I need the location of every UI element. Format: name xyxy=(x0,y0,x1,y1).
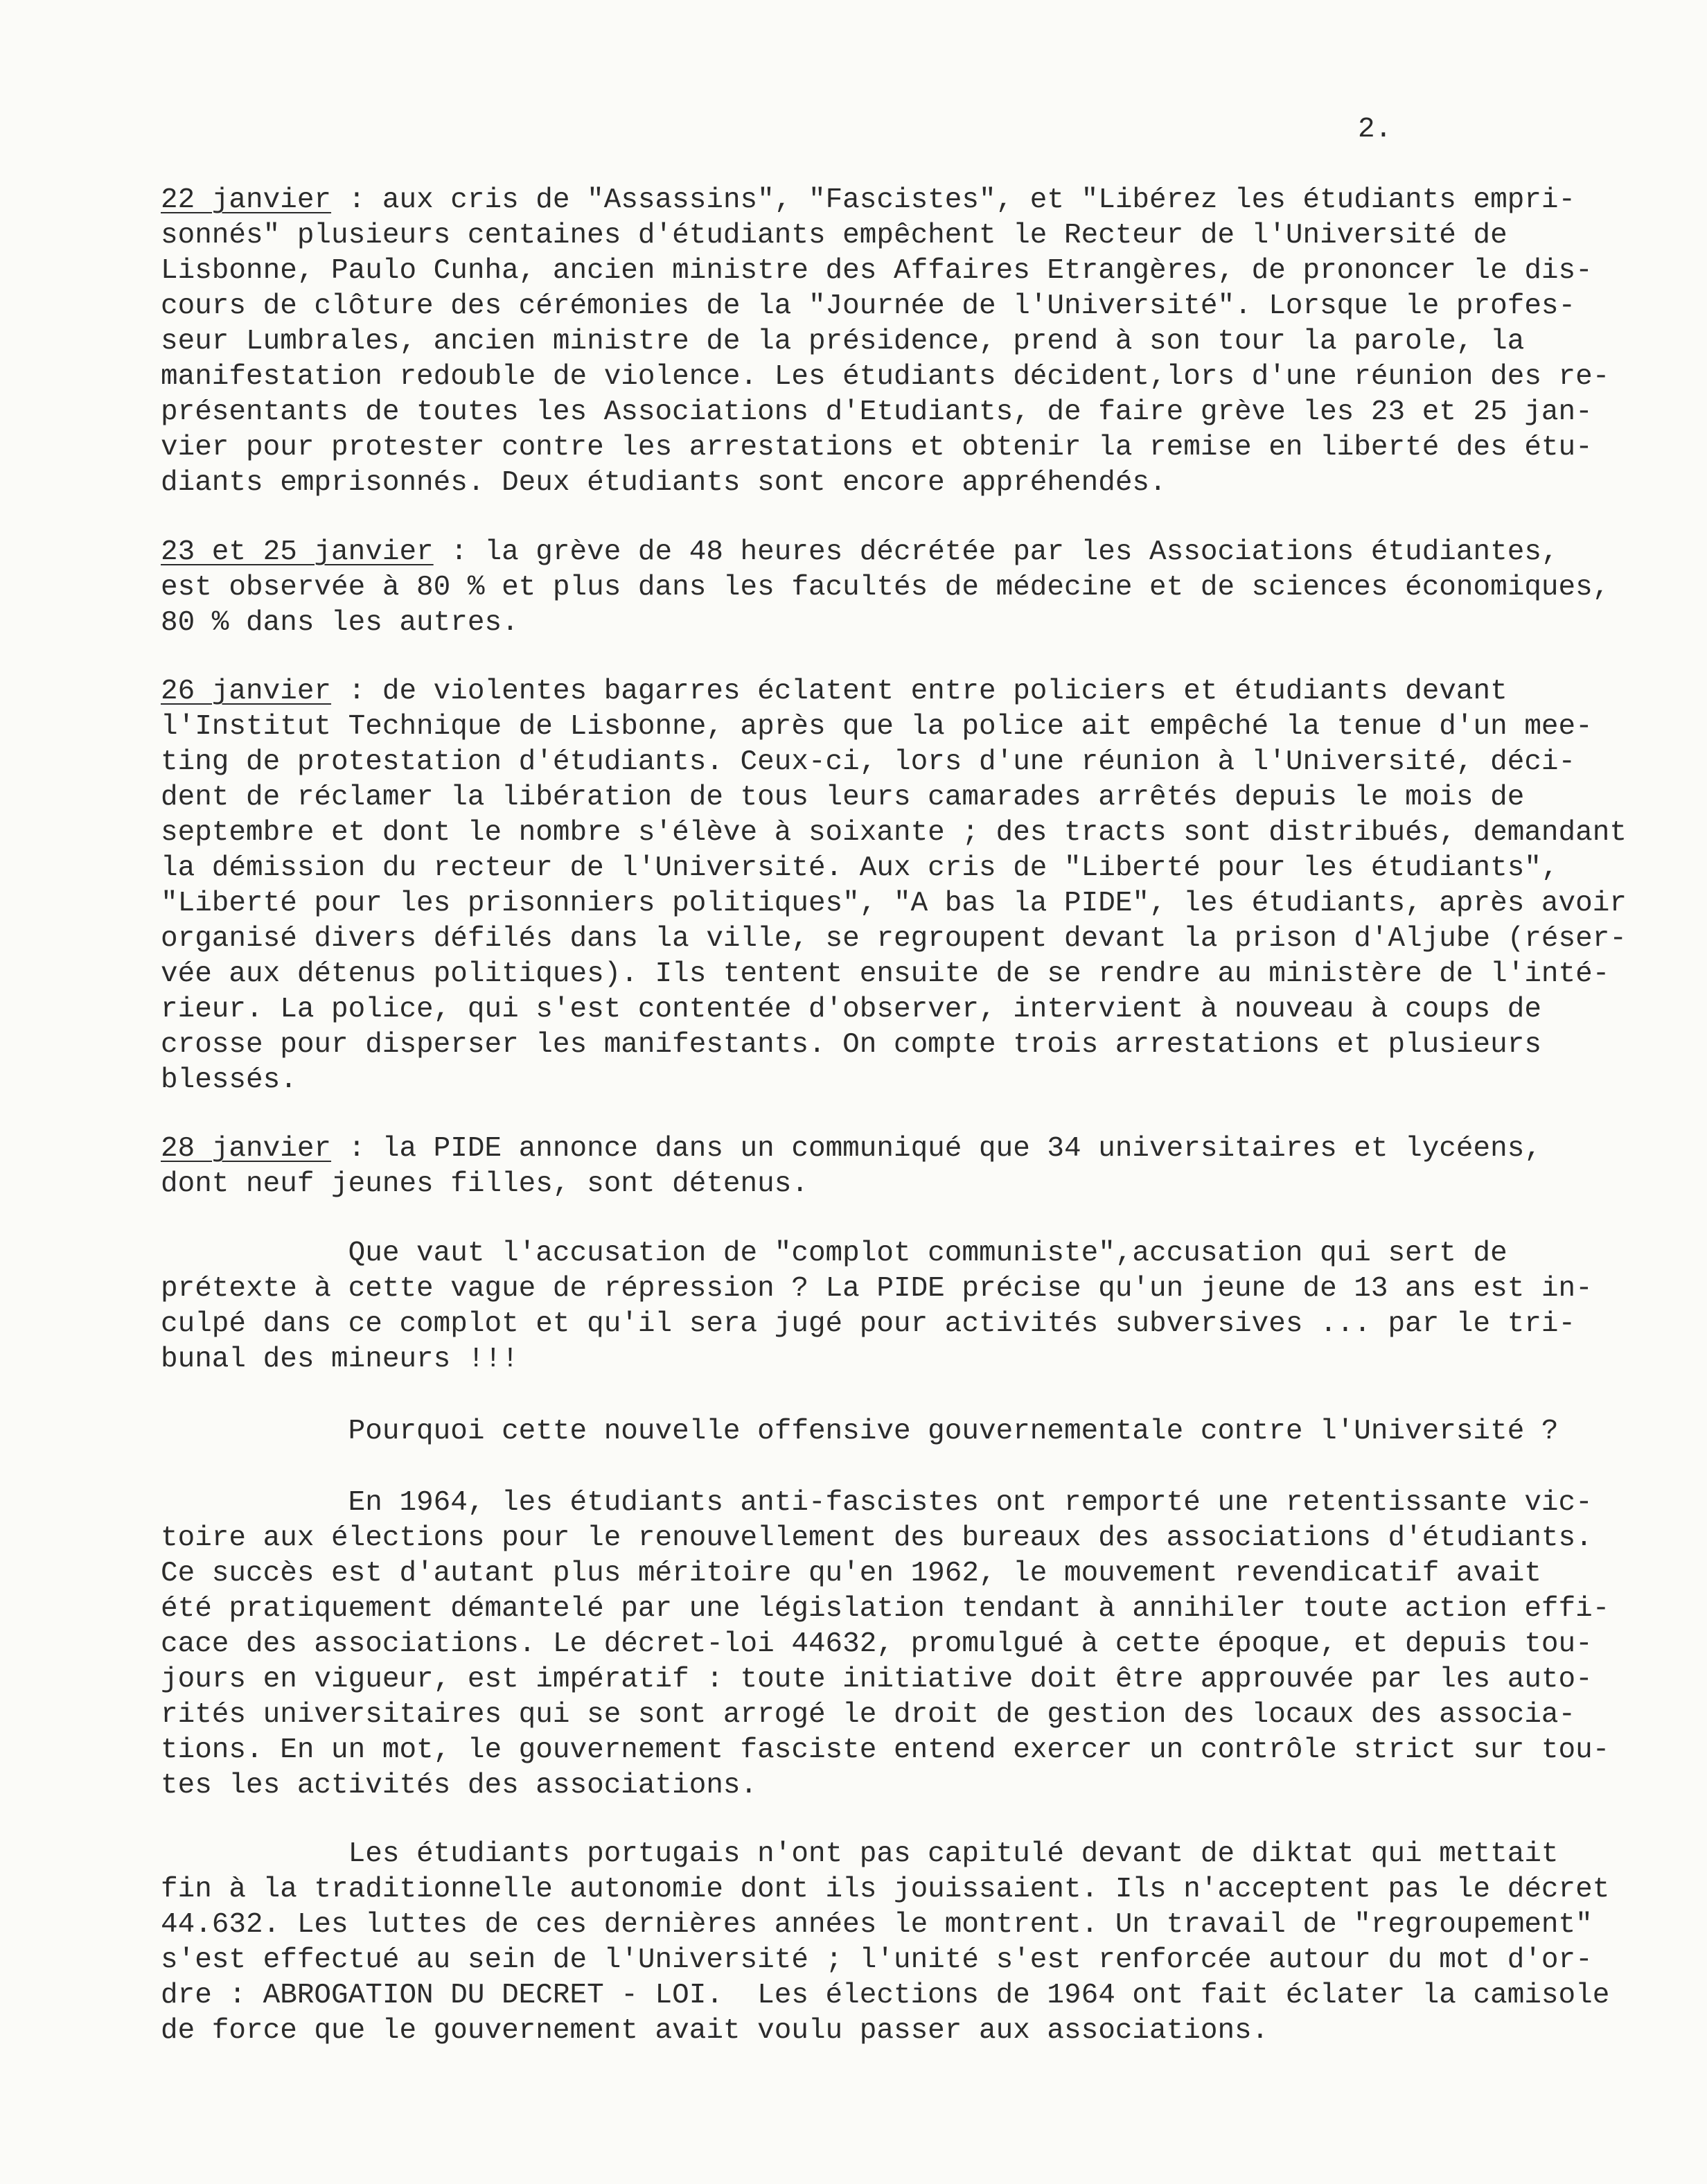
entry-date: 22 janvier xyxy=(161,184,332,216)
text-line: septembre et dont le nombre s'élève à soixante ; des tracts sont distribués, demandant xyxy=(161,817,1627,849)
text-line: s'est effectué au sein de l'Université ; l'unité s'est renforcée autour du mot d'or- xyxy=(161,1944,1593,1976)
text-line: sonnés" plusieurs centaines d'étudiants empêchent le Recteur de l'Université de xyxy=(161,220,1507,252)
text-line: Pourquoi cette nouvelle offensive gouvernementale contre l'Université ? xyxy=(161,1416,1559,1447)
text-line: ting de protestation d'étudiants. Ceux-ci, lors d'une réunion à l'Université, déci- xyxy=(161,746,1576,778)
text-line: 80 % dans les autres. xyxy=(161,607,519,639)
text-line: dont neuf jeunes filles, sont détenus. xyxy=(161,1168,808,1200)
entry-28-janvier xyxy=(161,1131,1560,1202)
text-line: cours de clôture des cérémonies de la "Journée de l'Université". Lorsque le profes- xyxy=(161,290,1576,322)
text-line: dent de réclamer la libération de tous leurs camarades arrêtés depuis le mois de xyxy=(161,782,1525,813)
text-line: prétexte à cette vague de répression ? La PIDE précise qu'un jeune de 13 ans est in- xyxy=(161,1273,1593,1305)
paragraph-question xyxy=(161,1414,1560,1450)
text-line: été pratiquement démantelé par une législation tendant à annihiler toute action effi- xyxy=(161,1593,1610,1625)
text-line: En 1964, les étudiants anti-fascistes ont remporté une retentissante vic- xyxy=(161,1487,1593,1519)
text-line: : de violentes bagarres éclatent entre policiers et étudiants devant xyxy=(331,676,1507,707)
text-line: : aux cris de "Assassins", "Fascistes", et "Libérez les étudiants empri- xyxy=(331,184,1576,216)
text-line: crosse pour disperser les manifestants. On compte trois arrestations et plusieurs xyxy=(161,1029,1541,1061)
text-line: fin à la traditionnelle autonomie dont ils jouissaient. Ils n'acceptent pas le décret xyxy=(161,1874,1610,1905)
text-line: rieur. La police, qui s'est contentée d'observer, intervient à nouveau à coups de xyxy=(161,994,1541,1025)
entry-first-line xyxy=(161,183,1576,218)
text-line: culpé dans ce complot et qu'il sera jugé pour activités subversives ... par le tri- xyxy=(161,1308,1576,1340)
text-line: diants emprisonnés. Deux étudiants sont encore appréhendés. xyxy=(161,467,1167,499)
entry-first-line xyxy=(161,1131,1560,1167)
entry-26-janvier xyxy=(161,674,1627,1098)
text-line: Ce succès est d'autant plus méritoire qu'en 1962, le mouvement revendicatif avait xyxy=(161,1558,1541,1589)
text-line: cace des associations. Le décret-loi 44632, promulgué à cette époque, et depuis tou- xyxy=(161,1628,1593,1660)
text-line: l'Institut Technique de Lisbonne, après que la police ait empêché la tenue d'un mee- xyxy=(161,711,1593,743)
entry-23-25-janvier xyxy=(161,535,1610,641)
entry-date: 26 janvier xyxy=(161,676,332,707)
text-line: toire aux élections pour le renouvellement des bureaux des associations d'étudiants. xyxy=(161,1522,1593,1554)
text-line: Que vaut l'accusation de "complot communiste",accusation qui sert de xyxy=(161,1238,1507,1269)
entry-date: 28 janvier xyxy=(161,1133,332,1165)
text-line: la démission du recteur de l'Université. Aux cris de "Liberté pour les étudiants", xyxy=(161,852,1559,884)
text-line: : la PIDE annonce dans un communiqué que 34 universitaires et lycéens, xyxy=(331,1133,1541,1165)
page-number: 2. xyxy=(1358,114,1392,146)
text-line: Lisbonne, Paulo Cunha, ancien ministre des Affaires Etrangères, de prononcer le dis- xyxy=(161,255,1593,287)
text-line: seur Lumbrales, ancien ministre de la présidence, prend à son tour la parole, la xyxy=(161,326,1525,358)
text-line: présentants de toutes les Associations d'Etudiants, de faire grève les 23 et 25 jan- xyxy=(161,396,1593,428)
entry-first-line xyxy=(161,674,1560,710)
text-line: bunal des mineurs !!! xyxy=(161,1344,519,1375)
text-line: vée aux détenus politiques). Ils tentent ensuite de se rendre au ministère de l'inté- xyxy=(161,958,1610,990)
text-line: Les étudiants portugais n'ont pas capitulé devant de diktat qui mettait xyxy=(161,1838,1559,1870)
text-line: "Liberté pour les prisonniers politiques", "A bas la PIDE", les étudiants, après avoir xyxy=(161,888,1627,919)
text-line: rités universitaires qui se sont arrogé le droit de gestion des locaux des associa- xyxy=(161,1699,1576,1731)
entry-date: 23 et 25 janvier xyxy=(161,536,434,568)
text-line: jours en vigueur, est impératif : toute initiative doit être approuvée par les auto- xyxy=(161,1664,1593,1696)
text-line: est observée à 80 % et plus dans les facultés de médecine et de sciences économiques, xyxy=(161,572,1610,604)
text-line: blessés. xyxy=(161,1064,297,1096)
entry-22-janvier xyxy=(161,183,1610,501)
text-line: de force que le gouvernement avait voulu passer aux associations. xyxy=(161,2015,1269,2047)
text-line: tions. En un mot, le gouvernement fasciste entend exercer un contrôle strict sur tou- xyxy=(161,1734,1610,1766)
text-line: 44.632. Les luttes de ces dernières années le montrent. Un travail de "regroupement" xyxy=(161,1909,1593,1941)
text-line: dre : ABROGATION DU DECRET - LOI. Les élections de 1964 ont fait éclater la camisole xyxy=(161,1980,1610,2011)
text-line: vier pour protester contre les arrestations et obtenir la remise en liberté des étu- xyxy=(161,432,1593,464)
text-line: organisé divers défilés dans la ville, se regroupent devant la prison d'Aljube (réser- xyxy=(161,923,1627,955)
paragraph-1964 xyxy=(161,1486,1610,1804)
text-line: tes les activités des associations. xyxy=(161,1770,758,1802)
paragraph-etudiants-portugais xyxy=(161,1837,1610,2049)
text-line: : la grève de 48 heures décrétée par les Associations étudiantes, xyxy=(433,536,1559,568)
text-line: manifestation redouble de violence. Les étudiants décident,lors d'une réunion des re- xyxy=(161,361,1610,393)
paragraph-complot xyxy=(161,1236,1593,1377)
entry-first-line xyxy=(161,535,1560,570)
